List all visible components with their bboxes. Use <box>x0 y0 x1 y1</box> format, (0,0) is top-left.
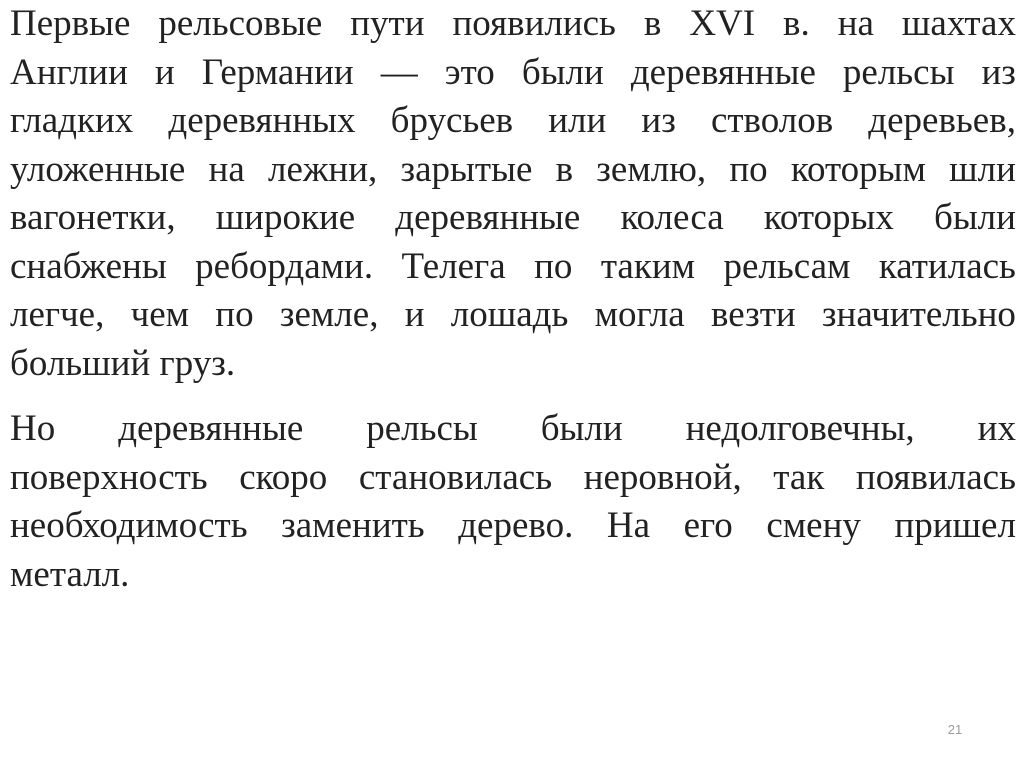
page-number: 21 <box>947 722 963 737</box>
word: заменить <box>281 505 425 546</box>
word: появилась <box>855 456 1016 498</box>
word: широкие <box>215 197 356 238</box>
text-line <box>10 0 1016 49</box>
word: из <box>981 51 1016 93</box>
text-line <box>10 340 1016 389</box>
word: ребордами. <box>195 245 374 287</box>
word: появились <box>452 3 616 44</box>
word: Телега <box>401 245 506 287</box>
slide-body-text <box>10 0 1016 599</box>
word: рельсовые <box>158 3 323 44</box>
word: в <box>555 148 574 190</box>
word: брусьев <box>390 100 514 141</box>
text-line <box>10 291 1016 340</box>
word: так <box>773 456 825 498</box>
word: Англии <box>10 51 128 93</box>
word: из <box>641 100 676 141</box>
word: недолговечны, <box>685 408 915 449</box>
word: Первые <box>10 3 131 44</box>
word: по <box>534 245 573 287</box>
word: пришел <box>894 505 1016 546</box>
word: неровной, <box>583 456 742 498</box>
paragraph-1 <box>10 0 1016 388</box>
word: деревянные <box>395 197 581 238</box>
word: На <box>606 505 651 546</box>
text-line <box>10 97 1016 146</box>
paragraph-2 <box>10 405 1016 599</box>
word: которых <box>763 197 894 238</box>
word: пути <box>350 3 425 44</box>
word: таким <box>600 245 696 287</box>
text-line <box>10 243 1016 292</box>
word: больший груз. <box>10 342 236 384</box>
word: становилась <box>358 456 553 498</box>
text-line <box>10 454 1016 503</box>
word: деревянные <box>118 408 304 449</box>
word: его <box>683 505 733 546</box>
word: стволов <box>710 100 834 141</box>
word: — <box>380 51 418 93</box>
word: по <box>215 294 254 335</box>
word: были <box>934 197 1016 238</box>
word: землю, <box>596 148 707 190</box>
word: поверхность <box>10 456 208 498</box>
word: могла <box>594 294 685 335</box>
word: значительно <box>821 294 1016 335</box>
word: везти <box>710 294 796 335</box>
text-line <box>10 551 1016 600</box>
word: по <box>729 148 768 190</box>
word: вагонетки, <box>10 197 176 238</box>
word: зарытые <box>400 148 533 190</box>
word: шли <box>949 148 1016 190</box>
word: шахтах <box>901 3 1016 44</box>
word: лошадь <box>450 294 569 335</box>
word: которым <box>790 148 926 190</box>
word: или <box>548 100 607 141</box>
word: необходимость <box>10 505 248 546</box>
text-line <box>10 194 1016 243</box>
word: и <box>154 51 175 93</box>
word: были <box>540 408 623 449</box>
word: в <box>643 3 662 44</box>
word: в. <box>783 3 810 44</box>
word: Но <box>10 408 56 449</box>
word: легче, <box>10 294 105 335</box>
word: XVI <box>689 3 756 44</box>
text-line <box>10 502 1016 551</box>
word: катилась <box>878 245 1016 287</box>
word: дерево. <box>458 505 574 546</box>
word: чем <box>130 294 190 335</box>
word: на <box>837 3 874 44</box>
word: земле, <box>279 294 379 335</box>
word: это <box>444 51 495 93</box>
word: рельсы <box>842 51 955 93</box>
word: рельсам <box>723 245 851 287</box>
text-line <box>10 405 1016 454</box>
word: гладких <box>10 100 134 141</box>
word: снабжены <box>10 245 167 287</box>
word: на <box>208 148 245 190</box>
text-line <box>10 49 1016 98</box>
word: Германии <box>201 51 354 93</box>
word: были <box>521 51 604 93</box>
word: рельсы <box>366 408 478 449</box>
paragraph-gap <box>10 388 1016 405</box>
word: деревянные <box>630 51 816 93</box>
word: их <box>977 408 1016 449</box>
word: скоро <box>239 456 328 498</box>
text-line <box>10 146 1016 195</box>
word: уложенные <box>10 148 186 190</box>
word: деревянных <box>168 100 356 141</box>
word: и <box>404 294 425 335</box>
word: смену <box>766 505 861 546</box>
word: деревьев, <box>868 100 1016 141</box>
word: лежни, <box>267 148 378 190</box>
word: металл. <box>10 553 130 595</box>
word: колеса <box>620 197 724 238</box>
